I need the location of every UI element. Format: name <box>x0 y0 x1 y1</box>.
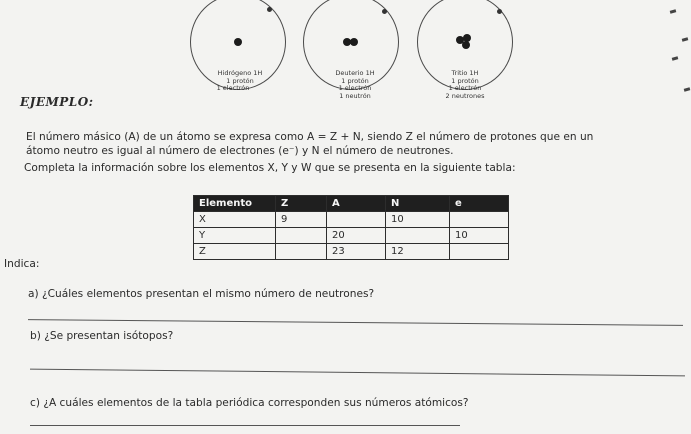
example-heading: EJEMPLO: <box>20 95 94 109</box>
tritium-protons: 1 protón <box>451 76 479 85</box>
table-row <box>194 212 509 228</box>
tritium-name: Tritio 1H <box>451 69 479 77</box>
margin-mark <box>684 87 691 91</box>
cell-element: Y <box>194 228 276 244</box>
cell-z[interactable] <box>276 244 327 260</box>
cell-n[interactable] <box>386 228 450 244</box>
hydrogen-electron <box>267 7 272 12</box>
header-e: e <box>450 196 509 212</box>
cell-z[interactable]: 9 <box>276 212 327 228</box>
intro-line-1: El número másico (A) de un átomo se expresa como A = Z + N, siendo Z el número de protones que en un <box>26 131 594 143</box>
hydrogen-name: Hidrógeno 1H <box>217 69 263 77</box>
cell-z[interactable] <box>276 228 327 244</box>
intro-line-3: Completa la información sobre los elementos X, Y y W que se presenta en la siguiente tabla: <box>24 162 516 174</box>
cell-a[interactable] <box>327 212 386 228</box>
indica-label: Indica: <box>4 258 40 270</box>
table-row <box>194 244 509 260</box>
question-a: a) ¿Cuáles elementos presentan el mismo número de neutrones? <box>28 288 375 300</box>
margin-mark <box>670 9 677 13</box>
cell-e[interactable] <box>450 212 509 228</box>
question-c: c) ¿A cuáles elementos de la tabla periódica corresponden sus números atómicos? <box>30 397 469 409</box>
cell-e[interactable] <box>450 244 509 260</box>
tritium-electrons: 1 electrón <box>448 84 482 92</box>
cell-element: X <box>194 212 276 228</box>
deuterium-electrons: 1 electrón <box>338 84 372 92</box>
hydrogen-nucleus <box>234 38 242 46</box>
deuterium-caption <box>315 70 395 100</box>
tritium-caption <box>425 70 505 100</box>
cell-a[interactable]: 23 <box>327 244 386 260</box>
hydrogen-electrons: 1 electrón <box>216 84 250 92</box>
header-elemento: Elemento <box>194 196 276 212</box>
table-header-row <box>194 196 509 212</box>
table-row <box>194 228 509 244</box>
margin-mark <box>682 37 689 41</box>
tritium-neutrons: 2 neutrones <box>445 91 485 100</box>
answer-line-b[interactable] <box>30 369 685 377</box>
cell-element: Z <box>194 244 276 260</box>
header-n: N <box>386 196 450 212</box>
margin-mark <box>672 56 679 60</box>
answer-line-a[interactable] <box>28 319 683 326</box>
question-b: b) ¿Se presentan isótopos? <box>30 330 174 342</box>
deuterium-protons: 1 protón <box>341 76 369 85</box>
cell-e[interactable]: 10 <box>450 228 509 244</box>
header-a: A <box>327 196 386 212</box>
deuterium-neutrons: 1 neutrón <box>339 91 371 100</box>
cell-n[interactable]: 12 <box>386 244 450 260</box>
tritium-nucleus-neutron-2 <box>462 41 470 49</box>
deuterium-electron <box>382 9 387 14</box>
answer-line-c[interactable] <box>30 425 460 426</box>
cell-n[interactable]: 10 <box>386 212 450 228</box>
intro-line-2: átomo neutro es igual al número de electrones (e⁻) y N el número de neutrones. <box>26 145 454 157</box>
elements-table <box>193 195 509 260</box>
deuterium-name: Deuterio 1H <box>335 69 375 77</box>
hydrogen-protons: 1 protón <box>226 76 254 85</box>
header-z: Z <box>276 196 327 212</box>
hydrogen-caption <box>200 70 280 93</box>
tritium-electron <box>497 9 502 14</box>
cell-a[interactable]: 20 <box>327 228 386 244</box>
deuterium-nucleus-neutron <box>350 38 358 46</box>
